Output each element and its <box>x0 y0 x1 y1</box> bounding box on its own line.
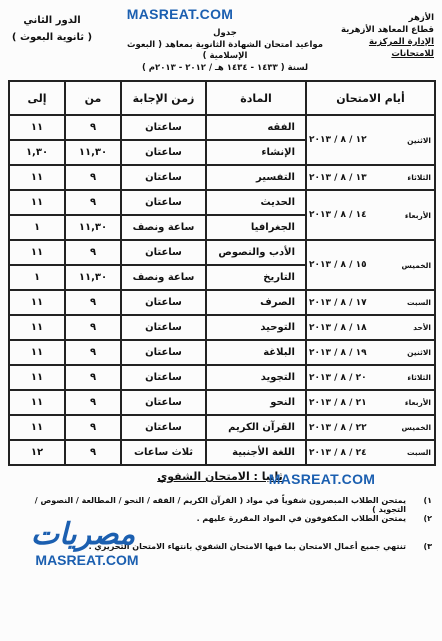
issuer-line-3: الإدارة المركزية للامتحانات <box>368 37 434 59</box>
header-to: إلى <box>9 81 65 115</box>
table-row <box>9 415 435 440</box>
issuer-line-1: الأزهر <box>408 13 434 23</box>
exam-day: الثلاثاء <box>392 165 435 190</box>
exam-day: السبت <box>392 290 435 315</box>
duration-cell: ساعتان <box>121 115 206 140</box>
subject-cell: الإنشاء <box>206 140 306 165</box>
subject-cell: التفسير <box>206 165 306 190</box>
end-time-cell: ١ <box>9 215 65 240</box>
subject-cell: القرآن الكريم <box>206 415 306 440</box>
subject-cell: البلاغة <box>206 340 306 365</box>
start-time-cell: ٩ <box>65 365 121 390</box>
end-time-cell: ١١ <box>9 415 65 440</box>
subject-cell: الأدب والنصوص <box>206 240 306 265</box>
exam-date: ٢٤ / ٨ / ٢٠١٣ <box>306 440 392 465</box>
duration-cell: ساعتان <box>121 340 206 365</box>
title-line-1: جدول <box>213 28 237 38</box>
note-number: ١) <box>423 496 432 505</box>
start-time-cell: ٩ <box>65 240 121 265</box>
end-time-cell: ١١ <box>9 115 65 140</box>
start-time-cell: ١١,٣٠ <box>65 265 121 290</box>
note-1 <box>8 496 434 514</box>
round-line-2: ( ثانوية البعوث ) <box>11 32 93 43</box>
table-row <box>9 390 435 415</box>
duration-cell: ساعة ونصف <box>121 265 206 290</box>
exam-date: ١٢ / ٨ / ٢٠١٣ <box>306 115 392 165</box>
subject-cell: النحو <box>206 390 306 415</box>
end-time-cell: ١١ <box>9 165 65 190</box>
exam-day: الأربعاء <box>392 390 435 415</box>
duration-cell: ساعتان <box>121 390 206 415</box>
exam-day: الاثنين <box>392 115 435 165</box>
exam-day: الأربعاء <box>392 190 435 240</box>
watermark-top: MASREAT.COM <box>126 6 234 22</box>
subject-cell: التوحيد <box>206 315 306 340</box>
exam-date: ١٩ / ٨ / ٢٠١٣ <box>306 340 392 365</box>
table-row <box>9 440 435 465</box>
end-time-cell: ١١ <box>9 190 65 215</box>
start-time-cell: ٩ <box>65 415 121 440</box>
header-from: من <box>65 81 121 115</box>
end-time-cell: ١١ <box>9 365 65 390</box>
start-time-cell: ١١,٣٠ <box>65 140 121 165</box>
duration-cell: ساعتان <box>121 140 206 165</box>
note-text: تنتهي جميع أعمال الامتحان بما فيها الامتحان الشفوي بانتهاء الامتحان التحريري . <box>88 542 406 551</box>
subject-cell: التاريخ <box>206 265 306 290</box>
end-time-cell: ١٢ <box>9 440 65 465</box>
subject-cell: الصرف <box>206 290 306 315</box>
exam-day: الاثنين <box>392 340 435 365</box>
exam-schedule-table <box>8 80 436 466</box>
issuer-header <box>324 12 434 60</box>
duration-cell: ساعتان <box>121 315 206 340</box>
duration-cell: ساعتان <box>121 240 206 265</box>
note-text: يمتحن الطلاب المبصرون شفوياً في مواد ( القرآن الكريم / الفقه / النحو / المطالعة / النصوص / التجويد ) <box>34 496 406 514</box>
exam-date: ١٣ / ٨ / ٢٠١٣ <box>306 165 392 190</box>
exam-round-label <box>10 12 94 52</box>
watermark-bottom: MASREAT.COM <box>35 552 139 568</box>
end-time-cell: ١١ <box>9 340 65 365</box>
exam-day: الخميس <box>392 415 435 440</box>
watermark-middle: MASREAT.COM <box>268 471 376 487</box>
start-time-cell: ٩ <box>65 340 121 365</box>
subject-cell: الفقه <box>206 115 306 140</box>
duration-cell: ثلاث ساعات <box>121 440 206 465</box>
exam-day: الخميس <box>392 240 435 290</box>
end-time-cell: ١١ <box>9 390 65 415</box>
subject-cell: التجويد <box>206 365 306 390</box>
table-header-row <box>9 81 435 115</box>
duration-cell: ساعتان <box>121 415 206 440</box>
table-body <box>9 115 435 465</box>
start-time-cell: ٩ <box>65 190 121 215</box>
start-time-cell: ٩ <box>65 290 121 315</box>
end-time-cell: ١١ <box>9 290 65 315</box>
round-line-1: الدور الثاني <box>23 15 81 26</box>
exam-date: ٢٢ / ٨ / ٢٠١٣ <box>306 415 392 440</box>
start-time-cell: ٩ <box>65 315 121 340</box>
exam-date: ٢٠ / ٨ / ٢٠١٣ <box>306 365 392 390</box>
table-row <box>9 315 435 340</box>
header-duration: زمن الإجابة <box>121 81 206 115</box>
subject-cell: الجغرافيا <box>206 215 306 240</box>
table-row <box>9 365 435 390</box>
exam-date: ٢١ / ٨ / ٢٠١٣ <box>306 390 392 415</box>
duration-cell: ساعتان <box>121 190 206 215</box>
exam-day: السبت <box>392 440 435 465</box>
header-exam-days: أيام الامتحان <box>306 81 435 115</box>
duration-cell: ساعتان <box>121 365 206 390</box>
table-row <box>9 340 435 365</box>
end-time-cell: ١,٣٠ <box>9 140 65 165</box>
duration-cell: ساعتان <box>121 165 206 190</box>
table-row <box>9 190 435 215</box>
header-subject: المادة <box>206 81 306 115</box>
start-time-cell: ٩ <box>65 390 121 415</box>
exam-day: الأحد <box>392 315 435 340</box>
note-text: يمتحن الطلاب المكفوفون في المواد المقررة عليهم . <box>196 514 406 523</box>
start-time-cell: ٩ <box>65 165 121 190</box>
issuer-line-2: قطاع المعاهد الأزهرية <box>340 25 434 35</box>
exam-date: ١٤ / ٨ / ٢٠١٣ <box>306 190 392 240</box>
exam-day: الثلاثاء <box>392 365 435 390</box>
title-line-3: لسنة ( ١٤٣٣ - ١٤٣٤ هـ / ٢٠١٢ - ٢٠١٣م ) <box>141 62 309 73</box>
duration-cell: ساعة ونصف <box>121 215 206 240</box>
note-number: ٣) <box>423 542 432 551</box>
duration-cell: ساعتان <box>121 290 206 315</box>
note-number: ٢) <box>423 514 432 523</box>
subject-cell: اللغة الأجنبية <box>206 440 306 465</box>
table-row <box>9 115 435 140</box>
end-time-cell: ١ <box>9 265 65 290</box>
exam-date: ١٥ / ٨ / ٢٠١٣ <box>306 240 392 290</box>
start-time-cell: ١١,٣٠ <box>65 215 121 240</box>
exam-date: ١٨ / ٨ / ٢٠١٣ <box>306 315 392 340</box>
masreat-logo: مصريات <box>30 517 136 552</box>
table-row <box>9 165 435 190</box>
table-row <box>9 240 435 265</box>
exam-date: ١٧ / ٨ / ٢٠١٣ <box>306 290 392 315</box>
document-title <box>110 28 340 74</box>
table-row <box>9 290 435 315</box>
start-time-cell: ٩ <box>65 115 121 140</box>
oral-exam-title: ثانيا : الامتحان الشفوي <box>157 470 283 483</box>
title-line-2: مواعيد امتحان الشهادة الثانوية بمعاهد ( البعوث الإسلامية ) <box>126 39 324 61</box>
end-time-cell: ١١ <box>9 240 65 265</box>
start-time-cell: ٩ <box>65 440 121 465</box>
subject-cell: الحديث <box>206 190 306 215</box>
end-time-cell: ١١ <box>9 315 65 340</box>
